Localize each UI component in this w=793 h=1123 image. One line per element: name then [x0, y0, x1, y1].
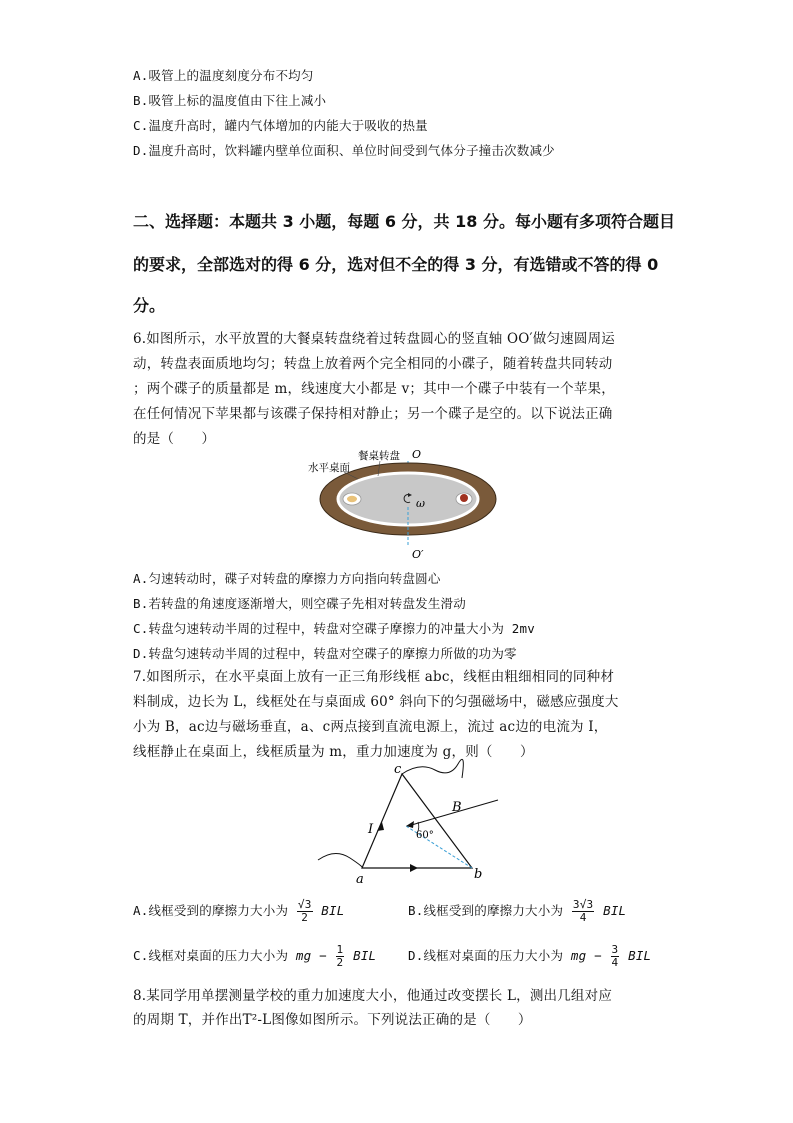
q6-option-a: A.匀速转动时，碟子对转盘的摩擦力方向指向转盘圆心	[133, 571, 441, 586]
turntable-figure	[300, 445, 520, 560]
q5-option-c: C.温度升高时，罐内气体增加的内能大于吸收的热量	[133, 118, 428, 133]
q7-option-c: C.线框对桌面的压力大小为 mg − $\frac{1}{2}$ BIL	[133, 943, 377, 969]
q7-option-d: D.线框对桌面的压力大小为 mg − $\frac{3}{4}$ BIL	[408, 943, 652, 969]
fraction-b: $\frac{3√3}{4}$	[572, 898, 594, 924]
bottom-arrow-icon	[410, 864, 418, 872]
q6-stem-line-4: 在任何情况下苹果都与该碟子保持相对静止；另一个碟子是空的。以下说法正确	[133, 406, 613, 422]
lead-wire-a	[318, 853, 363, 868]
q7-stem-line-4: 线框静止在桌面上，线框质量为 m，重力加速度为 g，则（ ）	[133, 744, 534, 760]
triangle-frame	[362, 774, 472, 868]
section-heading-line-2: 的要求，全部选对的得 6 分，选对但不全的得 3 分，有选错或不答的得 0	[133, 255, 659, 274]
q6-stem-line-2: 动，转盘表面质地均匀；转盘上放着两个完全相同的小碟子，随着转盘共同转动	[133, 356, 613, 372]
q8-stem-line-2: 的周期 T，并作出T²-L图像如图所示。下列说法正确的是（ ）	[133, 1012, 532, 1028]
section-heading-line-3: 分。	[133, 296, 166, 315]
section-heading-line-1: 二、选择题：本题共 3 小题，每题 6 分，共 18 分。每小题有多项符合题目	[133, 212, 675, 231]
q6-option-c: C.转盘匀速转动半周的过程中，转盘对空碟子摩擦力的冲量大小为 2mv	[133, 621, 535, 636]
q7-stem-line-1: 7.如图所示，在水平桌面上放有一正三角形线框 abc，线框由粗细相同的同种材	[133, 669, 615, 685]
empty-dish-icon	[343, 493, 361, 505]
q6-option-d: D.转盘匀速转动半周的过程中，转盘对空碟子的摩擦力所做的功为零	[133, 646, 517, 661]
q6-stem-line-1: 6.如图所示，水平放置的大餐桌转盘绕着过转盘圆心的竖直轴 OO′做匀速圆周运	[133, 331, 615, 347]
q7-option-a: A.线框受到的摩擦力大小为 $\frac{√3}{2}$ BIL	[133, 898, 345, 924]
label-turntable: 餐桌转盘	[358, 450, 400, 462]
label-axis-o-prime: O′	[412, 548, 424, 561]
apple-dish-icon	[456, 493, 472, 505]
lead-wire-c	[402, 759, 463, 778]
label-vertex-a: a	[356, 872, 364, 887]
label-vertex-b: b	[474, 867, 483, 882]
q6-stem-line-5: 的是（ ）	[133, 431, 216, 447]
label-current-i: I	[368, 822, 374, 837]
q8-stem-line-1: 8.某同学用单摆测量学校的重力加速度大小，他通过改变摆长 L，测出几组对应	[133, 988, 613, 1004]
omega-label: ω	[416, 497, 425, 510]
q5-option-a: A.吸管上的温度刻度分布不均匀	[133, 68, 314, 83]
q6-option-b: B.若转盘的角速度逐渐增大，则空碟子先相对转盘发生滑动	[133, 596, 466, 611]
fraction-a: $\frac{√3}{2}$	[297, 898, 312, 924]
label-table: 水平桌面	[308, 462, 350, 474]
fraction-d: $\frac{3}{4}$	[611, 943, 619, 969]
q5-option-b: B.吸管上标的温度值由下往上减小	[133, 93, 327, 108]
label-axis-o: O	[412, 448, 422, 461]
label-angle-60: 60°	[416, 830, 434, 841]
q7-stem-line-2: 料制成，边长为 L，线框处在与桌面成 60° 斜向下的匀强磁场中，磁感应强度大	[133, 694, 619, 710]
fraction-c: $\frac{1}{2}$	[336, 943, 344, 969]
label-field-b: B	[452, 800, 462, 815]
triangle-frame-figure	[310, 760, 520, 885]
q5-option-d: D.温度升高时，饮料罐内壁单位面积、单位时间受到气体分子撞击次数减少	[133, 143, 555, 158]
q7-stem-line-3: 小为 B，ac边与磁场垂直，a、c两点接到直流电源上，流过 ac边的电流为 I，	[133, 719, 608, 735]
q7-option-b: B.线框受到的摩擦力大小为 $\frac{3√3}{4}$ BIL	[408, 898, 627, 924]
label-vertex-c: c	[394, 762, 402, 777]
q6-stem-line-3: ；两个碟子的质量都是 m，线速度大小都是 v；其中一个碟子中装有一个苹果，	[133, 381, 615, 397]
